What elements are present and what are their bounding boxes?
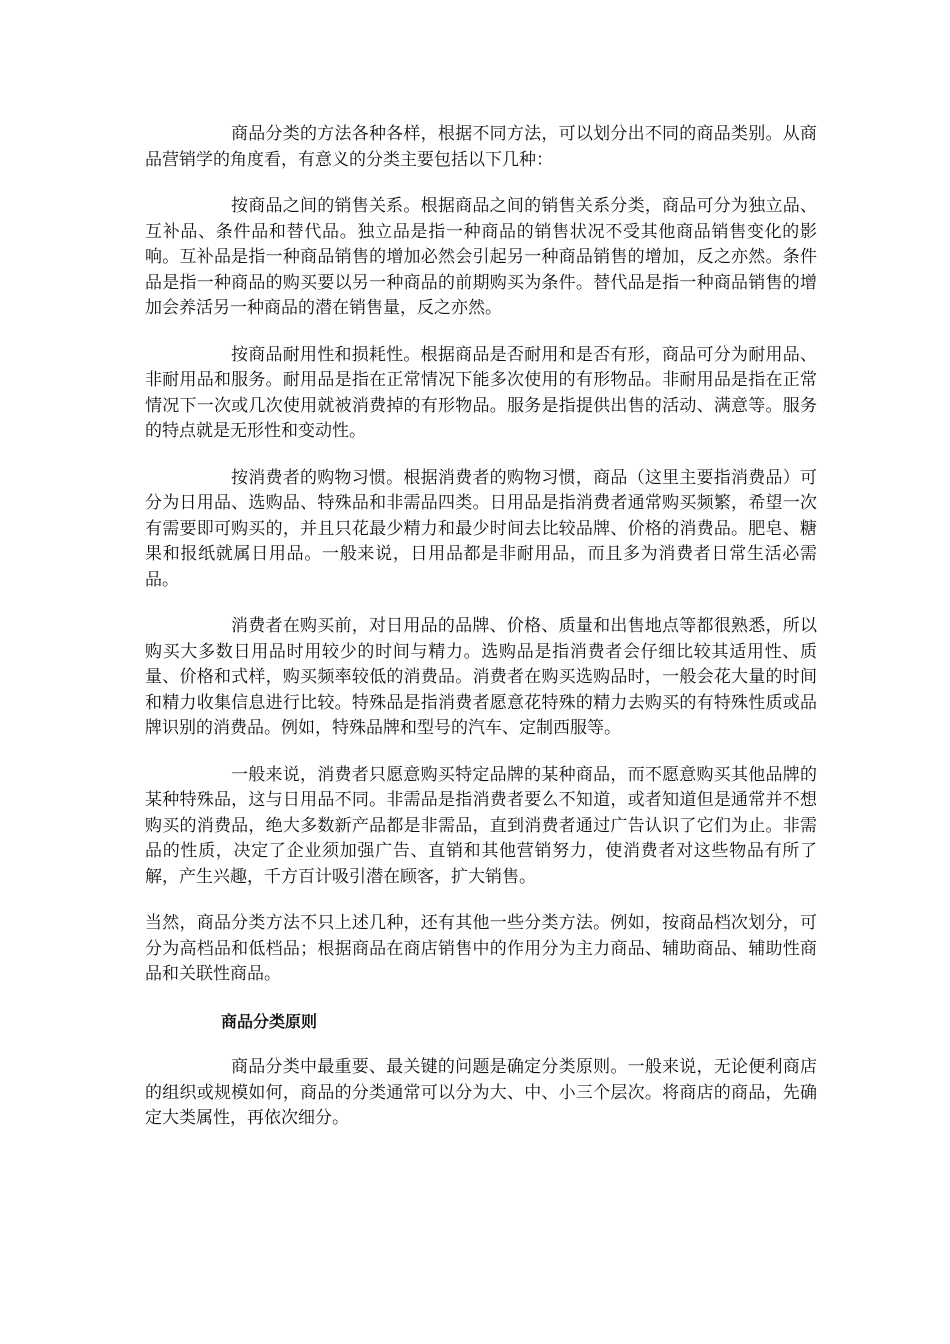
paragraph-shopping-goods: 消费者在购买前，对日用品的品牌、价格、质量和出售地点等都很熟悉，所以购买大多数日用品时用较少的时间与精力。选购品是指消费者会仔细比较其适用性、质量、价格和式样，购买频率较低的消费品。消费者在购买选购品时，一般会花大量的时间和精力收集信息进行比较。特殊品是指消费者愿意花特殊的精力去购买的有特殊性质或品牌识别的消费品。例如，特殊品牌和型号的汽车、定制西服等。 <box>145 616 817 738</box>
paragraph-other-methods: 当然，商品分类方法不只上述几种，还有其他一些分类方法。例如，按商品档次划分，可分为高档品和低档品；根据商品在商店销售中的作用分为主力商品、辅助商品、辅助性商品和关联性商品。 <box>145 913 817 984</box>
paragraph-durability: 按商品耐用性和损耗性。根据商品是否耐用和是否有形，商品可分为耐用品、非耐用品和服务。耐用品是指在正常情况下能多次使用的有形物品。非耐用品是指在正常情况下一次或几次使用就被消费掉的有形物品。服务是指提供出售的活动、满意等。服务的特点就是无形性和变动性。 <box>145 344 817 441</box>
paragraph-shopping-habits: 按消费者的购物习惯。根据消费者的购物习惯，商品（这里主要指消费品）可分为日用品、选购品、特殊品和非需品四类。日用品是指消费者通常购买频繁，希望一次有需要即可购买的，并且只花最少精力和最少时间去比较品牌、价格的消费品。肥皂、糖果和报纸就属日用品。一般来说，日用品都是非耐用品，而且多为消费者日常生活必需品。 <box>145 467 817 590</box>
paragraph-classification-principle: 商品分类中最重要、最关键的问题是确定分类原则。一般来说，无论便利商店的组织或规模如何，商品的分类通常可以分为大、中、小三个层次。将商店的商品，先确定大类属性，再依次细分。 <box>145 1057 817 1128</box>
section-title: 商品分类原则 <box>221 1011 318 1031</box>
document-body <box>145 122 817 1153</box>
paragraph-unsought-goods: 一般来说，消费者只愿意购买特定品牌的某种商品，而不愿意购买其他品牌的某种特殊品，这与日用品不同。非需品是指消费者要么不知道，或者知道但是通常并不想购买的消费品，绝大多数新产品都是非需品，直到消费者通过广告认识了它们为止。非需品的性质，决定了企业须加强广告、直销和其他营销努力，使消费者对这些物品有所了解，产生兴趣，千方百计吸引潜在顾客，扩大销售。 <box>145 764 817 887</box>
paragraph-intro: 商品分类的方法各种各样，根据不同方法，可以划分出不同的商品类别。从商品营销学的角度看，有意义的分类主要包括以下几种： <box>145 124 817 170</box>
paragraph-sales-relation: 按商品之间的销售关系。根据商品之间的销售关系分类，商品可分为独立品、互补品、条件品和替代品。独立品是指一种商品的销售状况不受其他商品销售变化的影响。互补品是指一种商品销售的增加必然会引起另一种商品销售的增加，反之亦然。条件品是指一种商品的购买要以另一种商品的前期购买为条件。替代品是指一种商品销售的增加会养活另一种商品的潜在销售量，反之亦然。 <box>145 196 817 318</box>
